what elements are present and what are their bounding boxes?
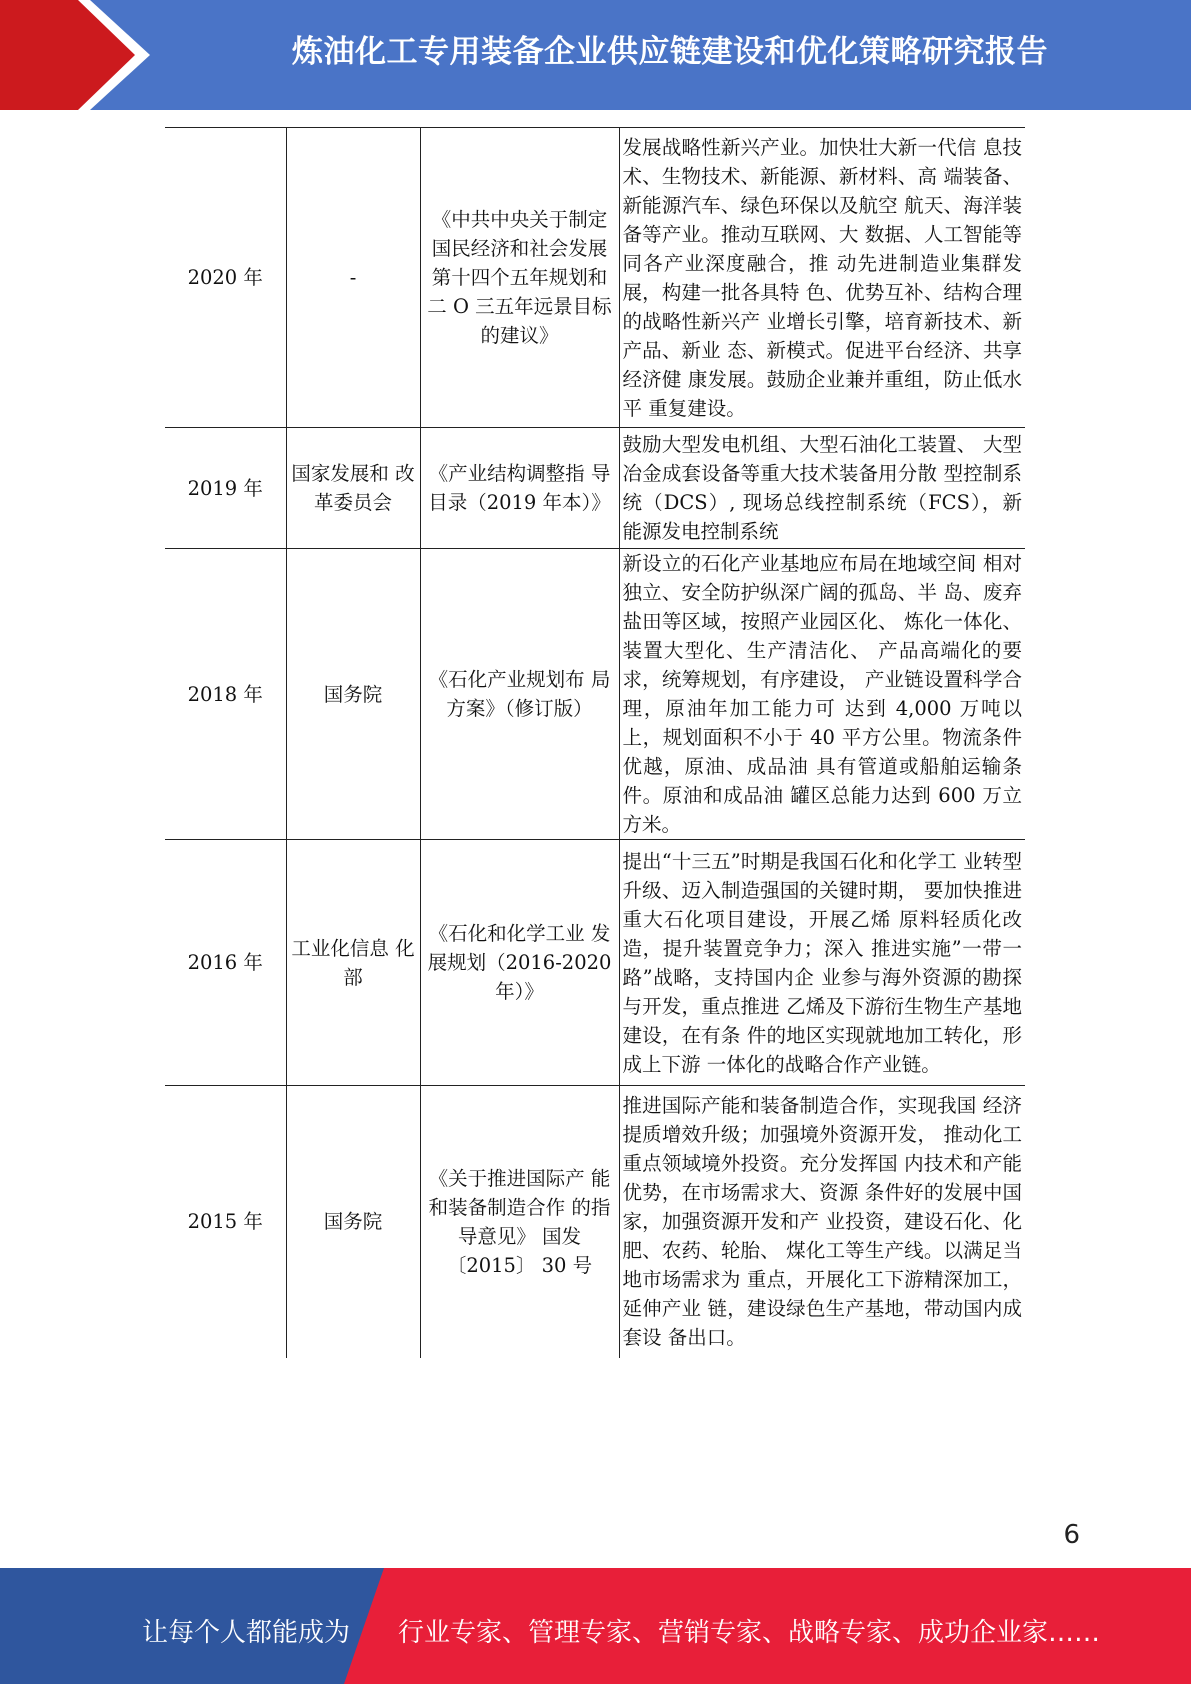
document-cell: 《关于推进国际产 能和装备制造合作 的指导意见》 国发〔2015〕 30 号 bbox=[420, 1086, 619, 1358]
page-number: 6 bbox=[1063, 1520, 1080, 1550]
document-cell: 《中共中央关于制定国民经济和社会发展第十四个五年规划和二 O 三五年远景目标的建议》 bbox=[420, 128, 619, 428]
content-cell: 鼓励大型发电机组、大型石油化工装置、 大型冶金成套设备等重大技术装备用分散 型控制系统（DCS）, 现场总线控制系统（FCS），新能源发电控制系统 bbox=[619, 428, 1025, 549]
header-arrow-decoration bbox=[0, 0, 150, 110]
table-row bbox=[165, 128, 1025, 428]
footer-slogan-left: 让每个人都能成为 bbox=[142, 1618, 351, 1648]
year-cell: 2015 年 bbox=[165, 1086, 286, 1358]
document-cell: 《石化和化学工业 发展规划（2016-2020 年）》 bbox=[420, 840, 619, 1086]
content-cell: 提出“十三五”时期是我国石化和化学工 业转型升级、迈入制造强国的关键时期， 要加快推进重大石化项目建设，开展乙烯 原料轻质化改造，提升装置竞争力；深入 推进实施”一带一路”战略，支持国内企 业参与海外资源的勘探与开发，重点推进 乙烯及下游衍生物生产基地建设，在有条 件的地区实现就地加工转化，形成上下游 一体化的战略合作产业链。 bbox=[619, 840, 1025, 1086]
year-cell: 2019 年 bbox=[165, 428, 286, 549]
department-cell: 国家发展和 改革委员会 bbox=[286, 428, 420, 549]
department-cell: 国务院 bbox=[286, 1086, 420, 1358]
document-cell: 《石化产业规划布 局方案》（修订版） bbox=[420, 549, 619, 840]
table-row bbox=[165, 428, 1025, 549]
department-cell: 工业化信息 化部 bbox=[286, 840, 420, 1086]
report-title: 炼油化工专用装备企业供应链建设和优化策略研究报告 bbox=[292, 34, 1048, 70]
year-cell: 2016 年 bbox=[165, 840, 286, 1086]
footer-slogan-right: 行业专家、管理专家、营销专家、战略专家、成功企业家…… bbox=[398, 1618, 1101, 1648]
year-cell: 2020 年 bbox=[165, 128, 286, 428]
document-cell: 《产业结构调整指 导目录（2019 年本）》 bbox=[420, 428, 619, 549]
policy-table bbox=[165, 127, 1025, 1358]
table-row bbox=[165, 549, 1025, 840]
content-cell: 推进国际产能和装备制造合作，实现我国 经济提质增效升级；加强境外资源开发， 推动化工重点领域境外投资。充分发挥国 内技术和产能优势，在市场需求大、资源 条件好的发展中国家，加强资源开发和产 业投资，建设石化、化肥、农药、轮胎、 煤化工等生产线。以满足当地市场需求为 重点，开展化工下游精深加工，延伸产业 链，建设绿色生产基地，带动国内成套设 备出口。 bbox=[619, 1086, 1025, 1358]
page-header bbox=[0, 0, 1191, 110]
department-cell: - bbox=[286, 128, 420, 428]
table-row bbox=[165, 1086, 1025, 1358]
content-cell: 发展战略性新兴产业。加快壮大新一代信 息技术、生物技术、新能源、新材料、高 端装备、新能源汽车、绿色环保以及航空 航天、海洋装备等产业。推动互联网、大 数据、人工智能等同各产业深度融合，推 动先进制造业集群发展，构建一批各具特 色、优势互补、结构合理的战略性新兴产 业增长引擎，培育新技术、新产品、新业 态、新模式。促进平台经济、共享经济健 康发展。鼓励企业兼并重组，防止低水平 重复建设。 bbox=[619, 128, 1025, 428]
table-row bbox=[165, 840, 1025, 1086]
year-cell: 2018 年 bbox=[165, 549, 286, 840]
content-cell: 新设立的石化产业基地应布局在地域空间 相对独立、安全防护纵深广阔的孤岛、半 岛、废弃盐田等区域，按照产业园区化、 炼化一体化、装置大型化、生产清洁化、 产品高端化的要求，统筹规划，有序建设， 产业链设置科学合理，原油年加工能力可 达到 4,000 万吨以上，规划面积不小于 40 平方公里。物流条件优越，原油、成品油 具有管道或船舶运输条件。原油和成品油 罐区总能力达到 600 万立方米。 bbox=[619, 549, 1025, 840]
department-cell: 国务院 bbox=[286, 549, 420, 840]
